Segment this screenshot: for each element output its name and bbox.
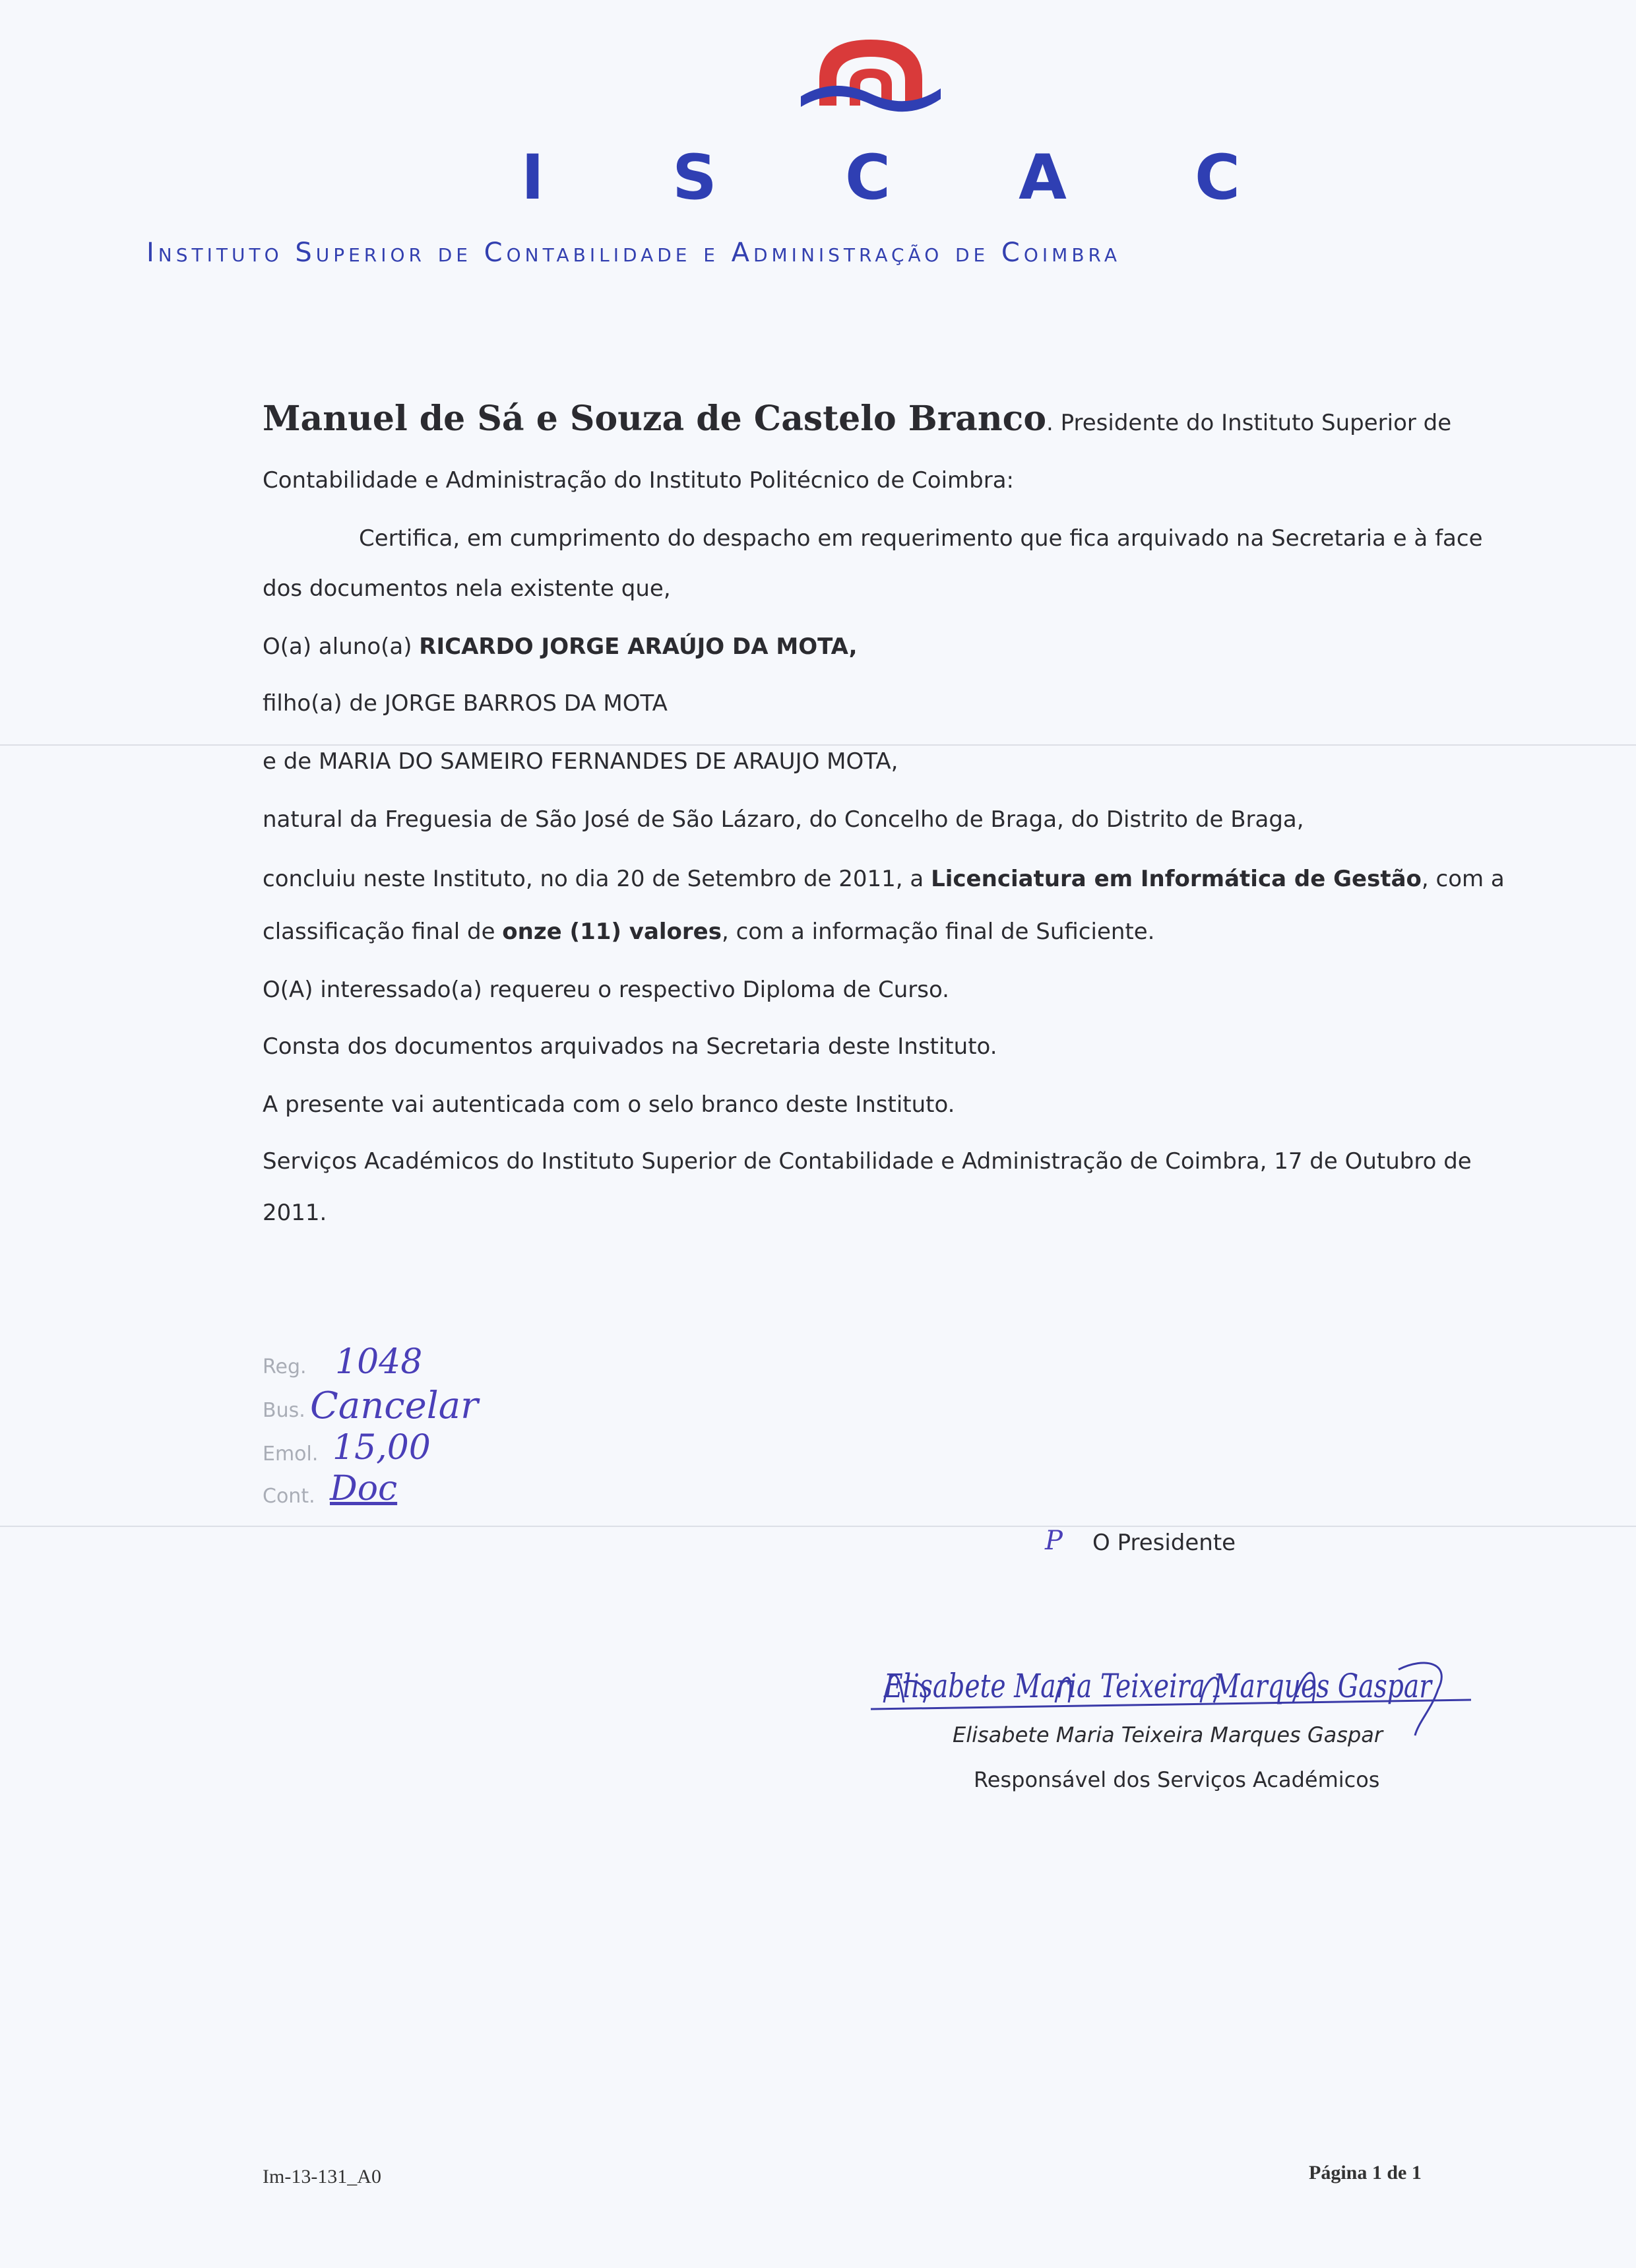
acronym-letter: A [1019,142,1067,214]
president-name: Manuel de Sá e Souza de Castelo Branco [263,399,1047,439]
natural-line: natural da Freguesia de São José de São Lázaro, do Concelho de Braga, do Distrito de Braga, [263,806,1304,833]
paper-fold-line [0,744,1636,746]
intro-rest: . Presidente do Instituto Superior de [1046,410,1452,436]
aluno-line [263,632,1505,661]
emol-handwritten-value: 15,00 [332,1428,431,1468]
form-code: Im-13-131_A0 [263,2166,381,2187]
concluiu-line [263,864,1505,893]
requereu-line: O(A) interessado(a) requereu o respectivo Diploma de Curso. [263,977,949,1003]
acronym-letter: C [1195,142,1240,214]
page-number: Página 1 de 1 [1309,2162,1422,2184]
signatory-name: Elisabete Maria Teixeira Marques Gaspar [953,1722,1383,1747]
acronym-letter: C [844,142,891,214]
concluiu-post: , com a [1421,866,1505,892]
acronym-letter: S [672,142,717,214]
iscac-acronym [521,139,1240,218]
institute-full-name: Instituto Superior de Contabilidade e Administração de Coimbra [146,238,1121,268]
handwritten-signature [858,1643,1491,1729]
classificacao-post: , com a informação final de Suficiente. [721,919,1155,945]
curso-name: Licenciatura em Informática de Gestão [931,866,1422,892]
mae-line: e de MARIA DO SAMEIRO FERNANDES DE ARAUJO MOTA, [263,748,898,775]
classificacao-value: onze (11) valores [502,919,722,945]
consta-line: Consta dos documentos arquivados na Secretaria deste Instituto. [263,1033,997,1060]
aluno-label: O(a) aluno(a) [263,633,412,660]
intro-line [263,396,1505,446]
ano-line: 2011. [263,1200,327,1226]
cont-handwritten-value: Doc [330,1469,398,1508]
signature-script: Elisabete Maria Teixeira Marques Gaspar [883,1667,1433,1705]
filho-line: filho(a) de JORGE BARROS DA MOTA [263,690,668,717]
servicos-line: Serviços Académicos do Instituto Superior de Contabilidade e Administração de Coimbra, 17 de Outubro de [263,1148,1472,1175]
classificacao-pre: classificação final de [263,919,495,945]
signatory-role: Responsável dos Serviços Académicos [974,1767,1380,1792]
classificacao-line [263,917,1505,946]
reg-label: Reg. [263,1355,307,1378]
emol-label: Emol. [263,1442,319,1466]
concluiu-pre: concluiu neste Instituto, no dia 20 de Setembro de 2011, a [263,866,924,892]
aluno-name: RICARDO JORGE ARAÚJO DA MOTA, [419,633,858,660]
certifica-line-2: dos documentos nela existente que, [263,575,671,602]
intro-line-2: Contabilidade e Administração do Instituto Politécnico de Coimbra: [263,467,1014,494]
reg-handwritten-value: 1048 [335,1342,423,1382]
presidente-initial-mark: P [1045,1526,1063,1556]
paper-fold-line [0,1526,1636,1527]
presente-line: A presente vai autenticada com o selo branco deste Instituto. [263,1091,955,1118]
acronym-letter: I [521,142,544,214]
bus-handwritten-value: Cancelar [310,1384,478,1427]
iscac-logo-arch-icon [801,33,941,112]
certifica-line-1: Certifica, em cumprimento do despacho em requerimento que fica arquivado na Secretaria e à face [359,525,1483,552]
cont-label: Cont. [263,1485,315,1508]
bus-label: Bus. [263,1399,305,1422]
presidente-label: O Presidente [1092,1530,1236,1556]
